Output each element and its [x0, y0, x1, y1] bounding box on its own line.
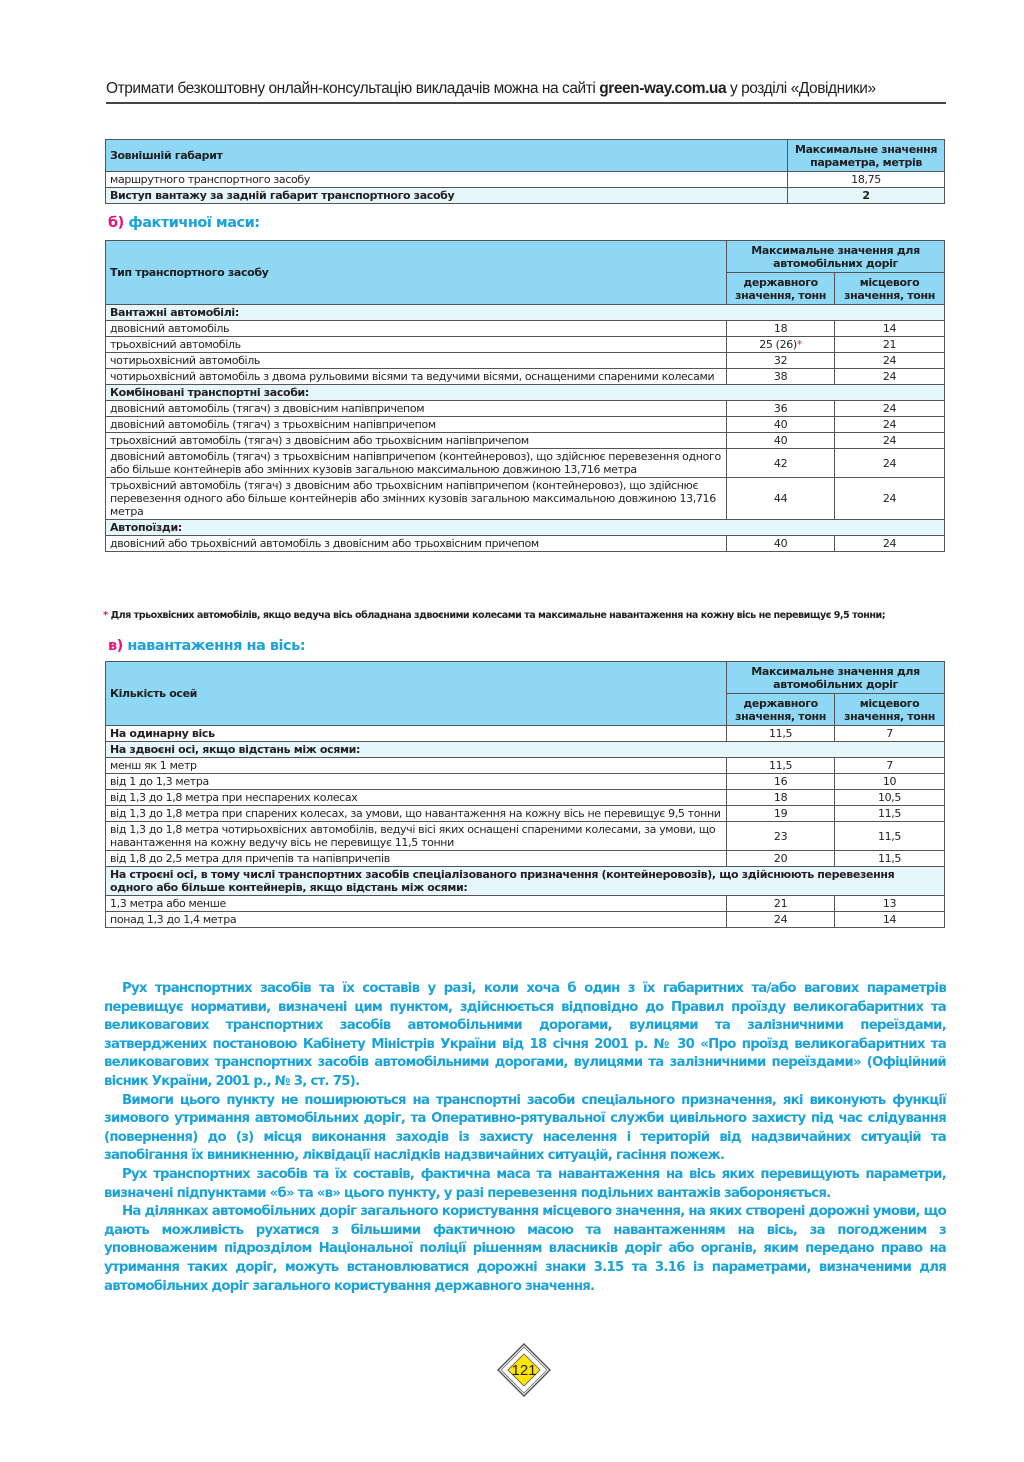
row-label: двовісний автомобіль (тягач) з двовісним напівпричепом: [106, 401, 727, 417]
header-cell-gabarit: Зовнішній габарит: [106, 140, 788, 172]
row-state-value: 40: [727, 433, 835, 449]
row-label: понад 1,3 до 1,4 метра: [106, 912, 727, 928]
paragraph: Рух транспортних засобів та їх составів у разі, коли хоча б один з їх габаритних та/або вагових параметрів перевищує нормативи, визначені цим пунктом, здійснюється відповідно до Правил проїзду великогабаритних та великовагових транспортних засобів автомобільними дорогами, вулицями та залізничними переїздами, затверджених постановою Кабінету Міністрів України від 18 січня 2001 р. № 30 «Про проїзд великогабаритних та великовагових транспортних засобів автомобільними дорогами, вулицями та залізничними переїздами» (Офіційний вісник України, 2001 р., № 3, ст. 75).: [104, 981, 946, 1089]
group-row: [106, 305, 945, 321]
row-label: 1,3 метра або менше: [106, 896, 727, 912]
row-local-value: 11,5: [835, 822, 945, 851]
section-title-text: фактичної маси:: [123, 215, 260, 231]
row-state-value: 11,5: [727, 726, 835, 742]
table-row: [106, 478, 945, 520]
row-label: чотирьохвісний автомобіль з двома рульовими вісями та ведучими вісями, оснащеними спареними колесами: [106, 369, 727, 385]
row-local-value: 24: [835, 369, 945, 385]
table-row: [106, 401, 945, 417]
table-row: [106, 912, 945, 928]
table-header-row: [106, 241, 945, 273]
row-local-value: 24: [835, 353, 945, 369]
page-header: [106, 80, 946, 104]
table-row: [106, 536, 945, 552]
table-row: [106, 188, 945, 204]
row-state-value: [727, 337, 835, 353]
footnote-marker: *: [796, 338, 802, 351]
header-cell-max-value: Максимальне значення параметра, метрів: [788, 140, 945, 172]
table-row: [106, 896, 945, 912]
row-label: трьохвісний автомобіль (тягач) з двовісним або трьохвісним напівпричепом (контейнеровоз), що здійснює перевезення одного або більше контейнерів або змінних кузовів загальною максимальною довжиною 13,716 метра: [106, 478, 727, 520]
header-cell-local: місцевого значення, тонн: [835, 273, 945, 305]
table-row: [106, 822, 945, 851]
row-state-value: 32: [727, 353, 835, 369]
row-label: від 1,3 до 1,8 метра при спарених колесах, за умови, що навантаження на кожну вісь не перевищує 9,5 тонни: [106, 806, 727, 822]
table-row: [106, 449, 945, 478]
row-local-value: 24: [835, 449, 945, 478]
group-row: [106, 867, 945, 896]
row-state-value: 24: [727, 912, 835, 928]
row-local-value: 10: [835, 774, 945, 790]
body-text: [104, 980, 946, 1296]
table-row: [106, 321, 945, 337]
table-row: [106, 353, 945, 369]
table-row: [106, 790, 945, 806]
header-cell-type: Кількість осей: [106, 662, 727, 726]
row-state-value: 36: [727, 401, 835, 417]
row-label: від 1,8 до 2,5 метра для причепів та напівпричепів: [106, 851, 727, 867]
row-local-value: 24: [835, 401, 945, 417]
header-text: Отримати безкоштовну онлайн-консультацію викладачів можна на сайті: [106, 80, 600, 97]
row-local-value: 11,5: [835, 851, 945, 867]
page-number-badge: [497, 1343, 551, 1397]
footnote-text: Для трьохвісних автомобілів, якщо ведуча вісь обладнана здвоєними колесами та максимальне навантаження на кожну вісь не перевищує 9,5 тонни;: [107, 610, 886, 621]
footnote-marker: *: [103, 610, 108, 621]
page-number: 121: [511, 1361, 537, 1379]
row-local-value: 10,5: [835, 790, 945, 806]
row-value: 2: [788, 188, 945, 204]
footnote: [103, 610, 948, 621]
table-row: [106, 433, 945, 449]
row-label: Виступ вантажу за задній габарит транспортного засобу: [106, 188, 788, 204]
group-title: На здвоєні осі, якщо відстань між осями:: [106, 742, 945, 758]
row-state-value: 40: [727, 417, 835, 433]
row-local-value: 14: [835, 321, 945, 337]
header-cell-max: Максимальне значення для автомобільних доріг: [727, 662, 945, 694]
row-state-value: 19: [727, 806, 835, 822]
table-gabarit: [105, 139, 945, 204]
row-local-value: 24: [835, 433, 945, 449]
row-local-value: 21: [835, 337, 945, 353]
row-state-value: 40: [727, 536, 835, 552]
row-local-value: 24: [835, 478, 945, 520]
site-link[interactable]: green-way.com.ua: [599, 80, 727, 97]
row-label: чотирьохвісний автомобіль: [106, 353, 727, 369]
table-row: [106, 726, 945, 742]
table-row: [106, 417, 945, 433]
row-label: трьохвісний автомобіль: [106, 337, 727, 353]
row-label: двовісний або трьохвісний автомобіль з двовісним або трьохвісним причепом: [106, 536, 727, 552]
table-row: [106, 369, 945, 385]
row-state-value: 20: [727, 851, 835, 867]
row-label: маршрутного транспортного засобу: [106, 172, 788, 188]
row-label: На одинарну вісь: [106, 726, 727, 742]
row-state-value: 16: [727, 774, 835, 790]
table-row: [106, 172, 945, 188]
section-letter: б): [108, 215, 124, 231]
header-cell-state: державного значення, тонн: [727, 694, 835, 726]
row-state-value: 42: [727, 449, 835, 478]
table-header-row: [106, 662, 945, 694]
row-label: двовісний автомобіль (тягач) з трьохвісним напівпричепом: [106, 417, 727, 433]
row-label: двовісний автомобіль: [106, 321, 727, 337]
header-cell-local: місцевого значення, тонн: [835, 694, 945, 726]
row-label: трьохвісний автомобіль (тягач) з двовісним або трьохвісним напівпричепом: [106, 433, 727, 449]
row-label: від 1,3 до 1,8 метра при неспарених колесах: [106, 790, 727, 806]
group-title: Вантажні автомобілі:: [106, 305, 945, 321]
paragraph: Рух транспортних засобів та їх составів, фактична маса та навантаження на вісь яких перевищують параметри, визначені підпунктами «б» та «в» цього пункту, у разі перевезення подільних вантажів забороняється.: [104, 1166, 946, 1201]
row-label: від 1 до 1,3 метра: [106, 774, 727, 790]
section-title-text: навантаження на вісь:: [122, 638, 306, 654]
row-state-value: 23: [727, 822, 835, 851]
table-header-row: [106, 140, 945, 172]
header-text-after: у розділі «Довідники»: [726, 80, 876, 97]
header-cell-state: державного значення, тонн: [727, 273, 835, 305]
section-letter: в): [108, 638, 123, 654]
row-state-value: 11,5: [727, 758, 835, 774]
table-row: [106, 758, 945, 774]
row-local-value: 13: [835, 896, 945, 912]
group-row: [106, 742, 945, 758]
table-mass: [105, 240, 945, 552]
row-state-value: 18: [727, 321, 835, 337]
group-title: Автопоїзди:: [106, 520, 945, 536]
row-state-value: 18: [727, 790, 835, 806]
table-row: [106, 774, 945, 790]
row-state-value: 38: [727, 369, 835, 385]
row-local-value: 11,5: [835, 806, 945, 822]
group-title: Комбіновані транспортні засоби:: [106, 385, 945, 401]
state-value-text: 25 (26): [759, 338, 797, 351]
row-label: менш як 1 метр: [106, 758, 727, 774]
header-cell-type: Тип транспортного засобу: [106, 241, 727, 305]
row-state-value: 44: [727, 478, 835, 520]
table-axle-load: [105, 661, 945, 928]
row-state-value: 21: [727, 896, 835, 912]
row-value: 18,75: [788, 172, 945, 188]
table-row: [106, 337, 945, 353]
paragraph: Вимоги цього пункту не поширюються на транспортні засоби спеціального призначення, які виконують функції зимового утримання автомобільних доріг, та Оперативно-рятувальної служби цивільного захисту під час слідування (повернення) до (з) місця виконання заходів із захисту населення і територій від надзвичайних ситуацій та запобігання їх виникненню, ліквідації наслідків надзвичайних ситуацій, гасіння пожеж.: [104, 1092, 946, 1164]
section-title-mass: [108, 215, 260, 231]
row-local-value: 14: [835, 912, 945, 928]
group-row: [106, 520, 945, 536]
row-local-value: 7: [835, 758, 945, 774]
row-local-value: 24: [835, 417, 945, 433]
group-title: На строєні осі, в тому числі транспортних засобів спеціалізованого призначення (контейнеровозів), що здійснюють перевезення одного або більше контейнерів, якщо відстань між осями:: [106, 867, 945, 896]
row-label: від 1,3 до 1,8 метра чотирьохвісних автомобілів, ведучі вісі яких оснащені спареними колесами, за умови, що навантаження на кожну ведучу вісь не перевищує 11,5 тонни: [106, 822, 727, 851]
header-cell-max: Максимальне значення для автомобільних доріг: [727, 241, 945, 273]
table-row: [106, 851, 945, 867]
section-title-axle: [108, 638, 305, 654]
row-label: двовісний автомобіль (тягач) з трьохвісним напівпричепом (контейнеровоз), що здійснює перевезення одного або більше контейнерів або змінних кузовів загальною максимальною довжиною 13,716 метра: [106, 449, 727, 478]
paragraph: На ділянках автомобільних доріг загального користування місцевого значення, на яких створені дорожні умови, що дають можливість рухатися з більшими фактичною масою та навантаженням на вісь, за погодженим з уповноваженим підрозділом Національної поліції рішенням власників доріг або органів, яким передано право на утримання таких доріг, можуть встановлюватися дорожні знаки 3.15 та 3.16 із параметрами, визначеними для автомобільних доріг загального користування державного значення.: [104, 1204, 946, 1294]
row-local-value: 7: [835, 726, 945, 742]
row-local-value: 24: [835, 536, 945, 552]
table-row: [106, 806, 945, 822]
group-row: [106, 385, 945, 401]
